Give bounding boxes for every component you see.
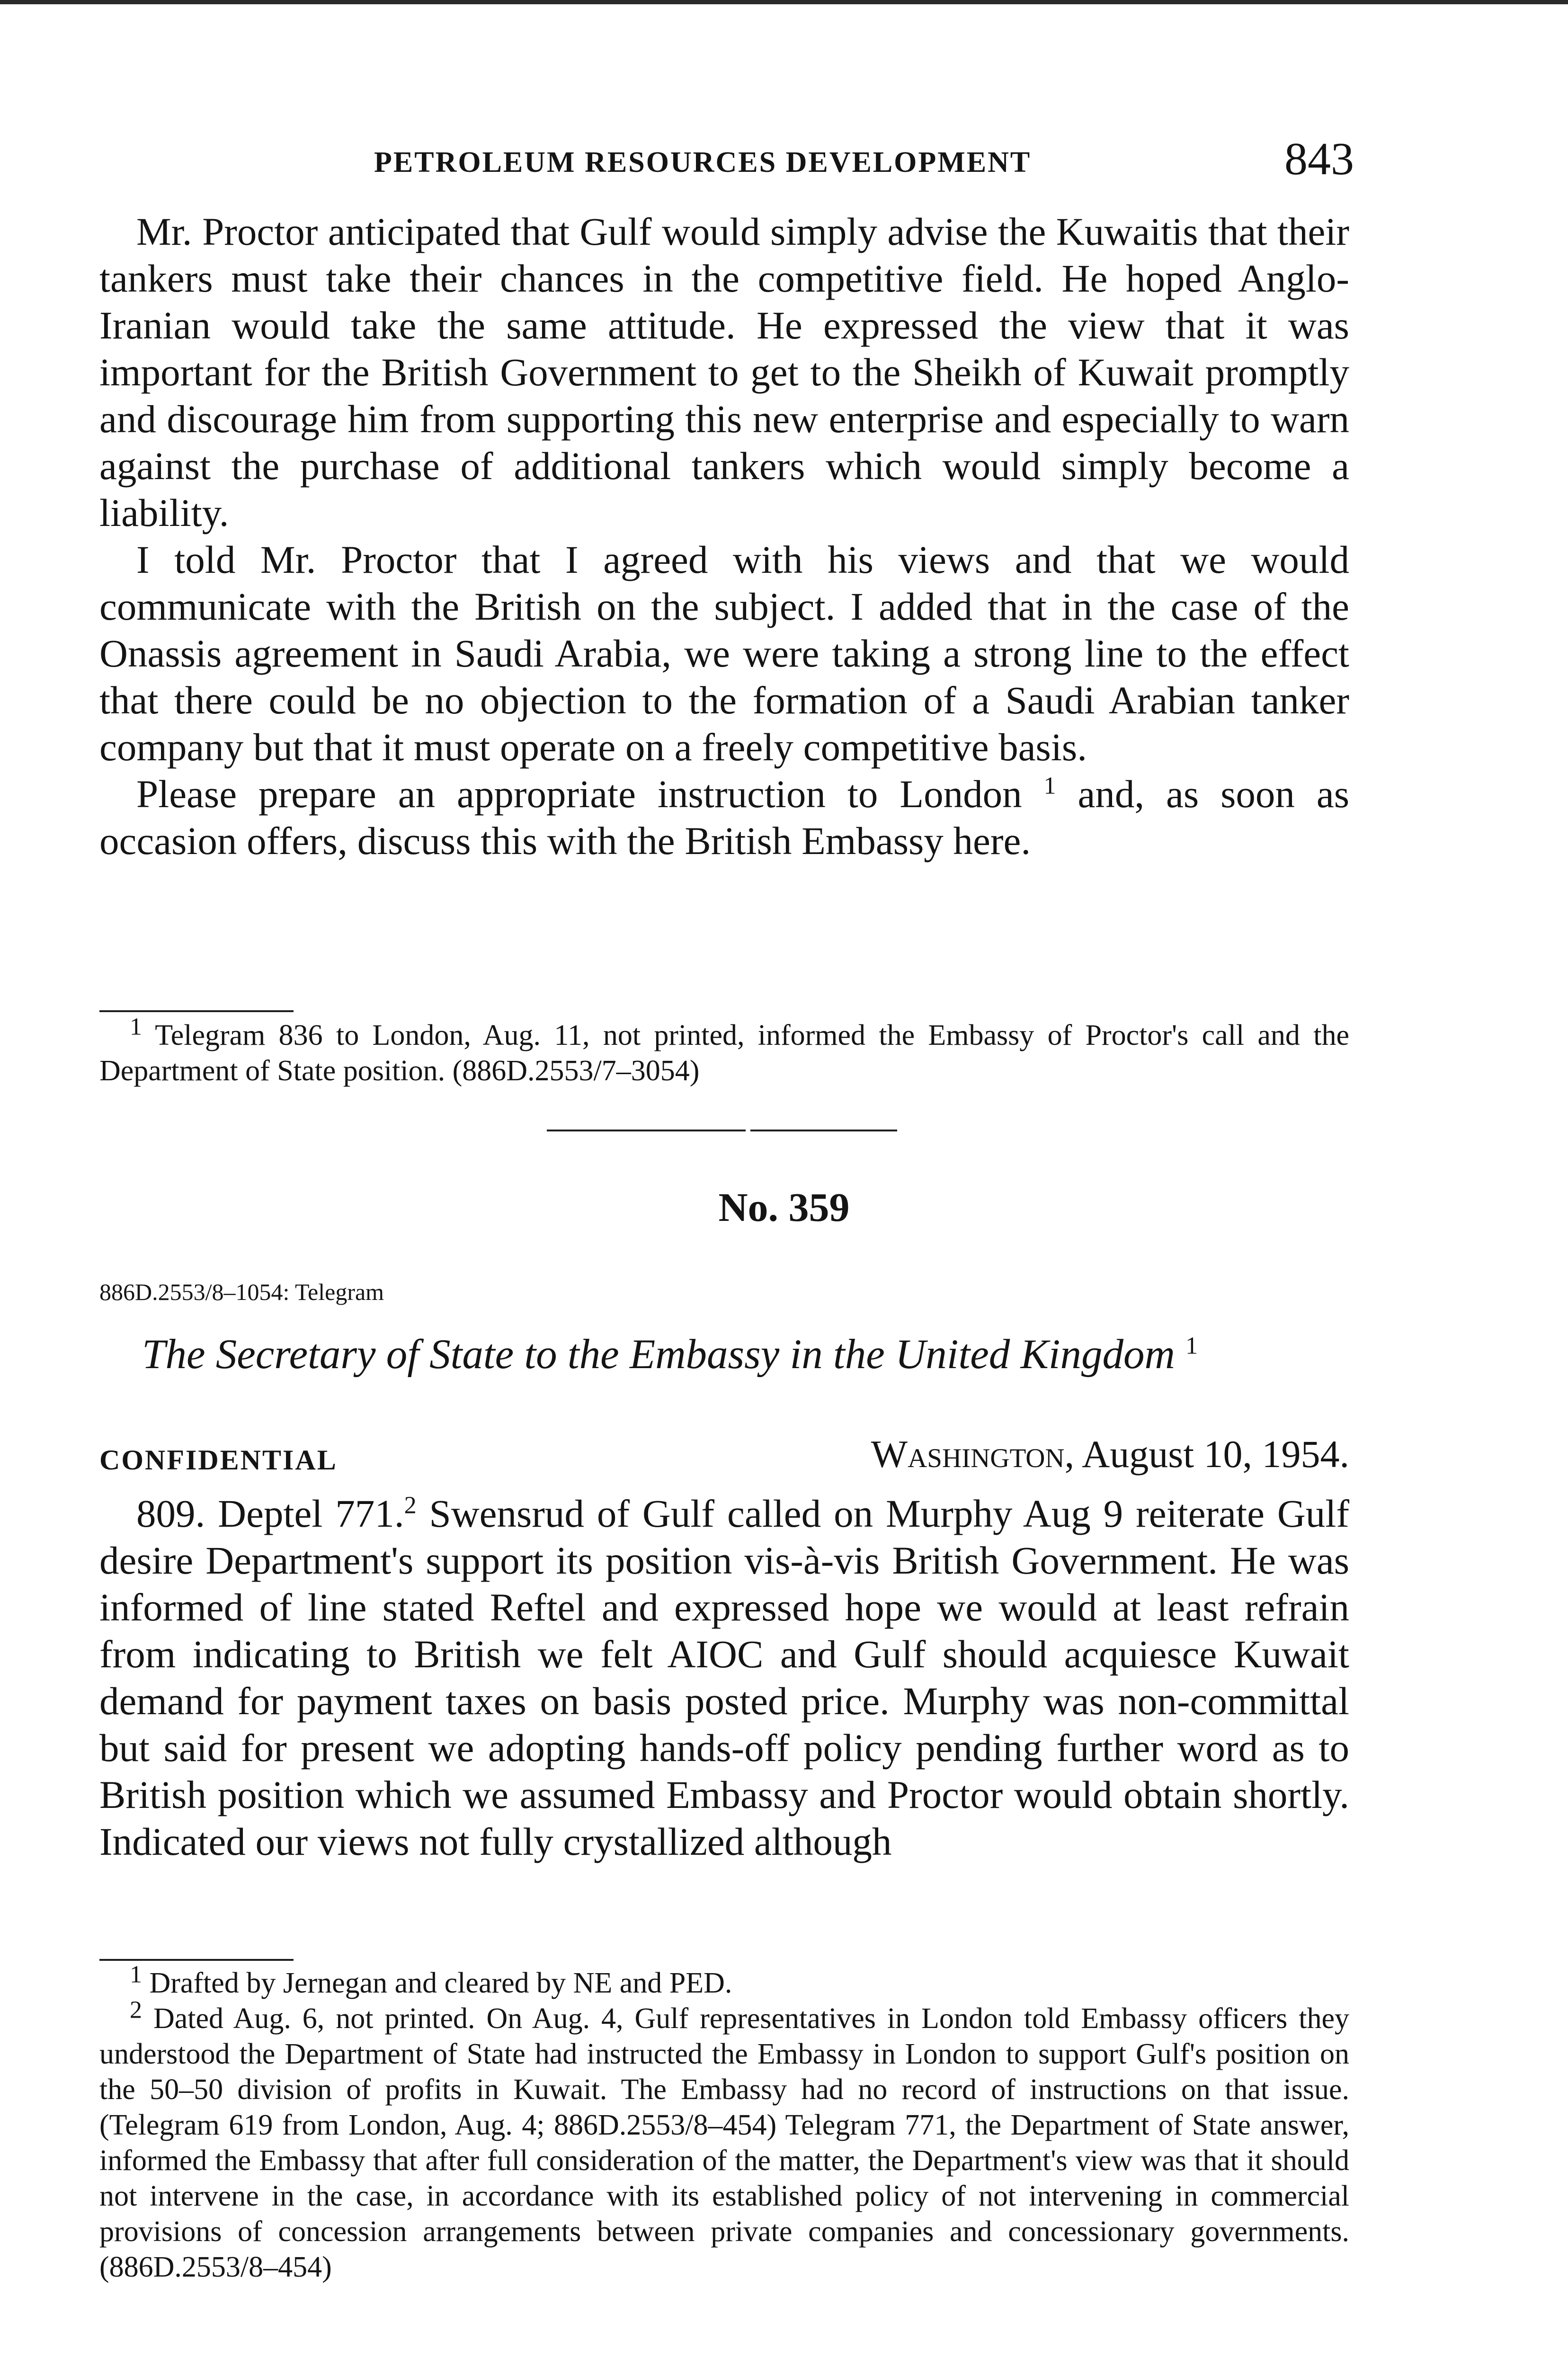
- footnote-text: Dated Aug. 6, not printed. On Aug. 4, Gulf representatives in London told Embassy officers they understood the Department of State had instructed the Embassy in London to support Gulf's position on the 50–50 division of profits in Kuwait. The Embassy had no record of instructions on that issue. (Telegram 619 from London, Aug. 4; 886D.2553/8–454) Telegram 771, the Department of State answer, informed the Embassy that after full consideration of the matter, the Department's view was that it should not intervene in the case, in accordance with its established policy of not intervening in commercial provisions of concession arrangements between private companies and concessionary governments. (886D.2553/8–454): [99, 2002, 1350, 2283]
- dateline-date: August 10, 1954.: [1082, 1433, 1349, 1476]
- heading-text: The Secretary of State to the Embassy in the United Kingdom: [142, 1331, 1175, 1378]
- document-heading: [142, 1330, 1198, 1379]
- section-separator: [547, 1130, 897, 1131]
- separator-rule-left: [547, 1130, 746, 1131]
- footnote-ref: 2: [404, 1492, 417, 1519]
- footnote-text: Telegram 836 to London, Aug. 11, not printed, informed the Embassy of Proctor's call and the Department of State position. (886D.2553/7–3054): [99, 1019, 1349, 1087]
- classification: CONFIDENTIAL: [99, 1444, 338, 1476]
- page-number: 843: [1284, 133, 1354, 185]
- telegram-body: [99, 1490, 1349, 1865]
- footnote-text: Drafted by Jernegan and cleared by NE and PED.: [149, 1967, 732, 1999]
- document-number: No. 359: [718, 1184, 850, 1230]
- heading-footnote-ref: 1: [1185, 1332, 1198, 1360]
- footnote-rule: [99, 1010, 294, 1012]
- closing-text: Please prepare an appropriate instruction to London: [136, 772, 1022, 816]
- footnote: [99, 1961, 1349, 2001]
- footnote-ref: 1: [1043, 772, 1056, 800]
- scan-top-edge: [0, 0, 1568, 4]
- closing-paragraph: [99, 771, 1349, 864]
- telegram-paragraph: [99, 1490, 1349, 1865]
- document-footnotes: [99, 1961, 1350, 2285]
- telegram-text: 809. Deptel 771.: [136, 1492, 404, 1535]
- footnote: [99, 1013, 1349, 1089]
- continuation-footnotes: [99, 1013, 1349, 1089]
- footnote-marker: 2: [130, 1996, 142, 2024]
- dateline: [871, 1432, 1349, 1477]
- footnote-marker: 1: [130, 1961, 142, 1988]
- footnote-marker: 1: [130, 1013, 142, 1041]
- footnote: [99, 1996, 1350, 2285]
- file-reference: 886D.2553/8–1054: Telegram: [99, 1279, 384, 1305]
- dateline-place: Washington,: [871, 1433, 1075, 1476]
- continuation-text: [99, 208, 1349, 864]
- running-head: [99, 133, 1354, 185]
- closing-text-rest: and, as soon as occasion offers, discuss this with the British Embassy here.: [99, 772, 1350, 863]
- footnote-rule: [99, 1959, 294, 1961]
- separator-rule-right: [750, 1130, 897, 1131]
- paragraph: Mr. Proctor anticipated that Gulf would simply advise the Kuwaitis that their tankers must take their chances in the competitive field. He hoped Anglo-Iranian would take the same attitude. He expressed the view that it was important for the British Government to get to the Sheikh of Kuwait promptly and discourage him from supporting this new enterprise and especially to warn against the purchase of additional tankers which would simply become a liability.: [99, 210, 1349, 534]
- telegram-text-rest: Swensrud of Gulf called on Murphy Aug 9 reiterate Gulf desire Department's support its position vis-à-vis British Government. He was informed of line stated Reftel and expressed hope we would at least refrain from indicating to British we felt AIOC and Gulf should acquiesce Kuwait demand for payment taxes on basis posted price. Murphy was non-committal but said for present we adopting hands-off policy pending further word as to British position which we assumed Embassy and Proctor would obtain shortly. Indicated our views not fully crystallized although: [99, 1492, 1349, 1863]
- running-title: PETROLEUM RESOURCES DEVELOPMENT: [374, 146, 1032, 178]
- paragraph: I told Mr. Proctor that I agreed with his views and that we would communicate with the British on the subject. I added that in the case of the Onassis agreement in Saudi Arabia, we were taking a strong line to the effect that there could be no objection to the formation of a Saudi Arabian tanker company but that it must operate on a freely competitive basis.: [99, 538, 1349, 769]
